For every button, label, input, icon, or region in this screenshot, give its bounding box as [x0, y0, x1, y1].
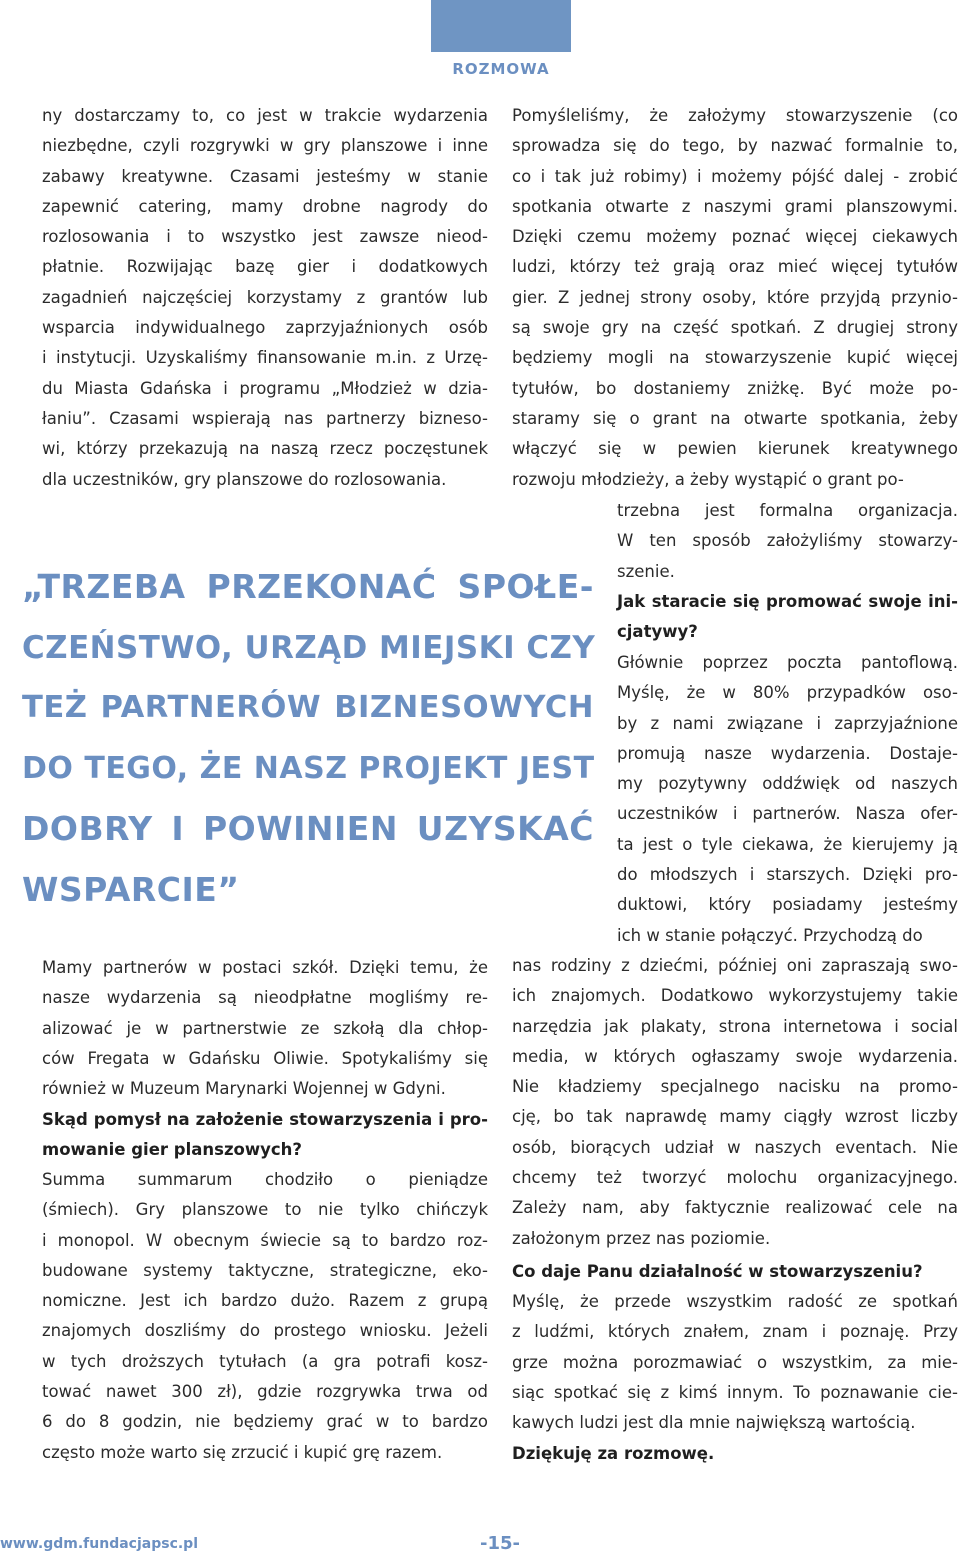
text-line: ludzi, którzy też grają oraz mieć więcej tytułów [512, 257, 958, 277]
text-line: wsparcia indywidualnego zaprzyjaźnionych osób [42, 318, 488, 338]
page-number: -15- [480, 1533, 520, 1554]
text-line: chcemy też tworzyć molochu organizacyjnego. [512, 1168, 958, 1188]
closing-line [512, 1439, 958, 1469]
text-line: i monopol. W obecnym świecie są to bardzo roz- [42, 1230, 488, 1250]
text-line: duktowi, który posiadamy jesteśmy [617, 895, 958, 915]
pull-quote [22, 557, 594, 920]
text-line: wi, którzy przekazują na naszą rzecz poczęstunek [42, 439, 488, 459]
text-line: również w Muzeum Marynarki Wojennej w Gdyni. [42, 1079, 446, 1099]
text-line: ny dostarczamy to, co jest w trakcie wydarzenia [42, 106, 488, 125]
question-3 [512, 1257, 958, 1287]
text-line: my pozytywny oddźwięk od naszych [617, 774, 958, 794]
text-line: nomiczne. Jest ich bardzo dużo. Razem z grupą [42, 1291, 488, 1311]
text-line: ich w stanie połączyć. Przychodzą do [617, 925, 923, 945]
left-bottom-paragraph-1 [42, 953, 488, 1104]
text-line: ich znajomych. Dodatkowo wykorzystujemy takie [512, 986, 958, 1006]
text-line: niezbędne, czyli rozgrywki w gry planszowe i inne [42, 136, 488, 156]
text-line: Dziękuję za rozmowę. [512, 1444, 715, 1463]
left-top-paragraph [42, 101, 488, 495]
text-line: nas rodziny z dziećmi, później oni zapraszają swo- [512, 956, 958, 975]
text-line: grze można porozmawiać o wszystkim, za mie- [512, 1352, 958, 1372]
text-line: Co daje Panu działalność w stowarzyszeniu? [512, 1262, 923, 1281]
text-line: ców Fregata w Gdańsku Oliwie. Spotykaliśmy się [42, 1048, 488, 1068]
text-line: i instytucji. Uzyskaliśmy finansowanie m.in. z Urzę- [42, 348, 488, 368]
text-line: nasze wydarzenia są nieodpłatne mogliśmy re- [42, 988, 488, 1008]
text-line: założonym przez nas poziomie. [512, 1228, 771, 1248]
text-line: są swoje gry na część spotkań. Z drugiej strony [512, 318, 958, 338]
text-line: siąc spotkać się z kimś innym. To poznawanie cie- [512, 1382, 958, 1402]
text-line: Dzięki czemu możemy poznać więcej ciekawych [512, 227, 958, 247]
right-bottom-paragraph [512, 951, 958, 1254]
text-line: sprowadza się do tego, by nazwać formalnie to, [512, 136, 958, 156]
text-line: TEŻ PARTNERÓW BIZNESOWYCH [22, 690, 594, 725]
question-1 [42, 1105, 488, 1166]
text-line: DO TEGO, ŻE NASZ PROJEKT JEST [22, 750, 595, 786]
right-final-paragraph [512, 1287, 958, 1438]
text-line: CZEŃSTWO, URZĄD MIEJSKI CZY [22, 629, 596, 666]
text-line: (śmiech). Gry planszowe to nie tylko chińczyk [42, 1200, 488, 1220]
text-line: Głównie poprzez poczta pantoflową. [617, 653, 958, 672]
right-top-paragraph [512, 101, 958, 495]
text-line: Myślę, że w 80% przypadków oso- [617, 683, 958, 703]
text-line: łaniu”. Czasami wspierają nas partnerzy bizneso- [42, 408, 488, 428]
text-line: tować nawet 300 zł), gdzie rozgrywka trwa od [42, 1382, 488, 1402]
footer-url: www.gdm.fundacjapsc.pl [0, 1536, 199, 1552]
text-line: budowane systemy taktyczne, strategiczne, eko- [42, 1260, 488, 1280]
text-line: alizować je w partnerstwie ze szkołą dla chłop- [42, 1018, 488, 1038]
text-line: Jak staracie się promować swoje ini- [617, 592, 958, 611]
text-line: 6 do 8 godzin, nie będziemy grać w to bardzo [42, 1412, 488, 1432]
text-line: w tych droższych tytułach (a gra potrafi kosz- [42, 1351, 488, 1371]
text-line: zagadnień najczęściej korzystamy z grantów lub [42, 287, 488, 307]
text-line: płatnie. Rozwijając bazę gier i dodatkowych [42, 257, 488, 277]
text-line: du Miasta Gdańska i programu „Młodzież w dzia- [42, 378, 488, 398]
text-line: Pomyśleliśmy, że założymy stowarzyszenie (co [512, 106, 958, 125]
text-line: dla uczestników, gry planszowe do rozlosowania. [42, 469, 447, 489]
section-label: ROZMOWA [452, 60, 550, 78]
text-line: będziemy mogli na stowarzyszenie kupić więcej [512, 348, 958, 368]
text-line: często może warto się zrzucić i kupić grę razem. [42, 1442, 443, 1462]
text-line: WSPARCIE” [22, 869, 240, 909]
text-line: osób, biorących udział w naszych eventach. Nie [512, 1137, 958, 1157]
text-line: W ten sposób założyliśmy stowarzy- [617, 531, 958, 551]
text-line: tytułów, bo dostaniemy zniżkę. Być może po- [512, 378, 958, 398]
text-line: zapewnić catering, mamy drobne nagrody do [42, 196, 488, 216]
header-color-tab [431, 0, 571, 52]
question-2 [617, 587, 958, 648]
text-line: cjatywy? [617, 622, 698, 642]
text-line: by z nami związane i zaprzyjaźnione [617, 713, 958, 733]
text-line: z ludźmi, których znałem, znam i poznaję. Przy [512, 1322, 958, 1342]
text-line: rozlosowania i to wszystko jest zawsze nieod- [42, 227, 488, 247]
text-line: kawych ludzi jest dla mnie największą wartością. [512, 1413, 916, 1433]
text-line: uczestników i partnerów. Nasza ofer- [617, 804, 958, 824]
text-line: rozwoju młodzieży, a żeby wystąpić o grant po- [512, 469, 904, 489]
text-line: co i tak już robimy) i możemy pójść dalej - zrobić [512, 166, 958, 186]
text-line: spotkania otwarte z naszymi grami planszowymi. [512, 196, 958, 216]
text-line: „TRZEBA PRZEKONAĆ SPOŁE- [22, 567, 594, 606]
right-indented-paragraph-1 [617, 496, 958, 587]
text-line: media, w których ogłaszamy swoje wydarzenia. [512, 1046, 958, 1066]
left-bottom-paragraph-2 [42, 1165, 488, 1468]
text-line: Zależy nam, aby faktycznie realizować cele na [512, 1198, 958, 1218]
text-line: włączyć się w pewien kierunek kreatywnego [512, 439, 958, 459]
text-line: do młodszych i starszych. Dzięki pro- [617, 865, 958, 885]
text-line: Skąd pomysł na założenie stowarzyszenia i pro- [42, 1110, 488, 1129]
text-line: szenie. [617, 561, 675, 581]
text-line: Myślę, że przede wszystkim radość ze spotkań [512, 1292, 958, 1311]
text-line: trzebna jest formalna organizacja. [617, 501, 958, 520]
text-line: Nie kładziemy specjalnego nacisku na promo- [512, 1077, 958, 1097]
right-indented-paragraph-2 [617, 648, 958, 951]
text-line: narzędzia jak plakaty, strona internetowa i social [512, 1016, 958, 1036]
text-line: zabawy kreatywne. Czasami jesteśmy w stanie [42, 166, 488, 186]
text-line: Summa summarum chodziło o pieniądze [42, 1170, 488, 1189]
text-line: staramy się o grant na otwarte spotkania, żeby [512, 408, 958, 428]
text-line: promują nasze wydarzenia. Dostaje- [617, 743, 958, 763]
text-line: cję, bo tak naprawdę mamy ciągły wzrost liczby [512, 1107, 958, 1127]
text-line: Mamy partnerów w postaci szkół. Dzięki temu, że [42, 958, 488, 977]
text-line: mowanie gier planszowych? [42, 1140, 302, 1160]
text-line: znajomych doszliśmy do prostego wniosku. Jeżeli [42, 1321, 488, 1341]
text-line: ta jest o tyle ciekawa, że kierujemy ją [617, 834, 958, 854]
text-line: DOBRY I POWINIEN UZYSKAĆ [22, 809, 594, 848]
text-line: gier. Z jednej strony osoby, które przyjdą przynio- [512, 287, 958, 307]
